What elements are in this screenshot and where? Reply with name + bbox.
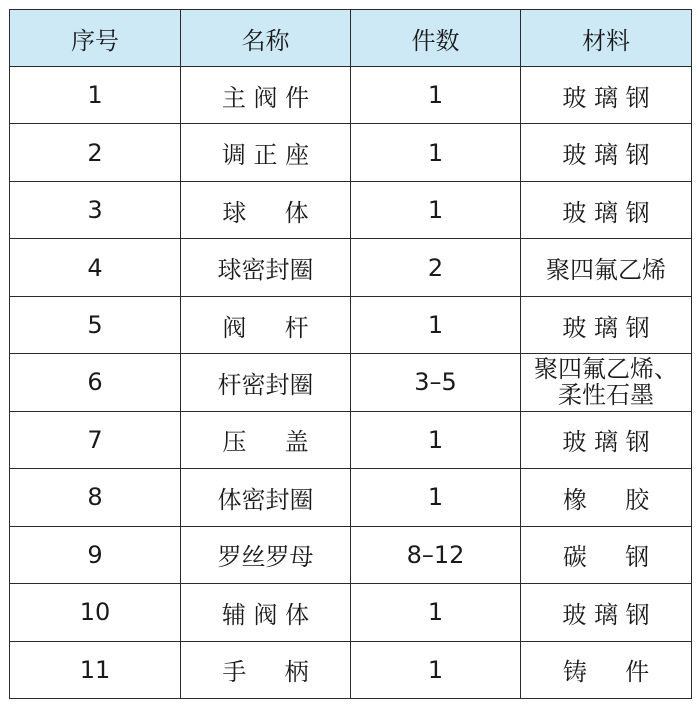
cell-no: 1 — [10, 67, 181, 124]
cell-name: 辅 阀 体 — [181, 584, 351, 641]
material-line-1: 聚四氟乙烯、 — [534, 355, 678, 384]
table-row — [10, 641, 692, 698]
header-name: 名称 — [181, 10, 351, 67]
material-line-2: 柔性石墨 — [558, 381, 654, 410]
cell-no: 2 — [10, 124, 181, 181]
cell-count: 1 — [351, 124, 521, 181]
cell-material: 玻 璃 钢 — [521, 296, 692, 353]
cell-count: 1 — [351, 67, 521, 124]
header-count: 件数 — [351, 10, 521, 67]
table-body — [10, 67, 692, 699]
cell-material: 碳 钢 — [521, 526, 692, 583]
table-row — [10, 67, 692, 124]
cell-no: 7 — [10, 411, 181, 468]
table-row — [10, 354, 692, 411]
header-no: 序号 — [10, 10, 181, 67]
table-row — [10, 296, 692, 353]
cell-material: 玻 璃 钢 — [521, 124, 692, 181]
cell-count: 2 — [351, 239, 521, 296]
cell-name: 手 柄 — [181, 641, 351, 698]
cell-count: 1 — [351, 641, 521, 698]
cell-name: 球 体 — [181, 181, 351, 238]
cell-no: 11 — [10, 641, 181, 698]
cell-name: 主 阀 件 — [181, 67, 351, 124]
parts-table — [9, 9, 692, 699]
cell-count: 1 — [351, 296, 521, 353]
cell-count: 1 — [351, 411, 521, 468]
cell-no: 9 — [10, 526, 181, 583]
cell-name: 压 盖 — [181, 411, 351, 468]
cell-material: 玻 璃 钢 — [521, 584, 692, 641]
cell-count: 1 — [351, 469, 521, 526]
cell-material: 橡 胶 — [521, 469, 692, 526]
cell-material — [521, 354, 692, 411]
cell-no: 4 — [10, 239, 181, 296]
cell-name: 杆密封圈 — [181, 354, 351, 411]
cell-name: 体密封圈 — [181, 469, 351, 526]
header-material: 材料 — [521, 10, 692, 67]
cell-no: 3 — [10, 181, 181, 238]
table-row — [10, 239, 692, 296]
cell-count: 3–5 — [351, 354, 521, 411]
cell-count: 8–12 — [351, 526, 521, 583]
table-row — [10, 526, 692, 583]
cell-no: 5 — [10, 296, 181, 353]
cell-count: 1 — [351, 584, 521, 641]
cell-name: 调 正 座 — [181, 124, 351, 181]
header-row — [10, 10, 692, 67]
cell-no: 6 — [10, 354, 181, 411]
cell-material: 玻 璃 钢 — [521, 181, 692, 238]
cell-no: 10 — [10, 584, 181, 641]
cell-material: 聚四氟乙烯 — [521, 239, 692, 296]
table-row — [10, 181, 692, 238]
table-row — [10, 124, 692, 181]
table-header — [10, 10, 692, 67]
cell-name: 球密封圈 — [181, 239, 351, 296]
cell-count: 1 — [351, 181, 521, 238]
table-row — [10, 469, 692, 526]
table-row — [10, 411, 692, 468]
table-row — [10, 584, 692, 641]
cell-material: 铸 件 — [521, 641, 692, 698]
cell-material: 玻 璃 钢 — [521, 411, 692, 468]
cell-name: 阀 杆 — [181, 296, 351, 353]
cell-material: 玻 璃 钢 — [521, 67, 692, 124]
cell-no: 8 — [10, 469, 181, 526]
cell-name: 罗丝罗母 — [181, 526, 351, 583]
